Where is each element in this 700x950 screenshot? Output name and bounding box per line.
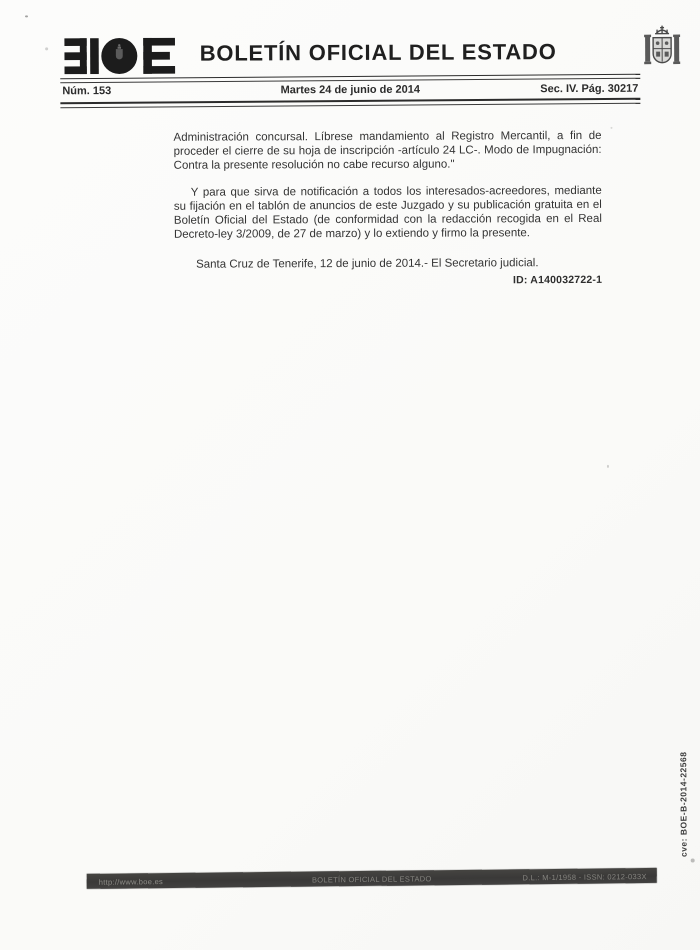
page-title: BOLETÍN OFICIAL DEL ESTADO [199,39,557,66]
paragraph-resolution: Administración concursal. Líbrese mandamiento al Registro Mercantil, a fin de proceder el cierre de su hoja de inscripción -artículo 24 LC-. Modo de Impugnación: Contra la presente resolución no cabe recurso alguno." [173,129,602,172]
paragraph-notification: Y para que sirva de notificación a todos los interesados-acreedores, mediante su fijación en el tablón de anuncios de este Juzgado y su publicación gratuita en el Boletín Oficial del Estado (de conformidad con la redacción recogida en el Real Decreto-ley 3/2009, de 27 de marzo) y lo extiendo y firmo la presente. [173,185,602,241]
footer-title: BOLETÍN OFICIAL DEL ESTADO [311,874,432,885]
scan-speck [610,127,612,129]
scan-speck [25,15,28,17]
cve-code: cve: BOE-B-2014-22568 [678,751,689,857]
issue-date: Martes 24 de junio de 2014 [280,83,421,97]
scan-speck [691,858,695,862]
announcement-body [174,130,603,290]
spain-coat-of-arms-icon [643,24,681,77]
section-page: Sec. IV. Pág. 30217 [540,82,639,96]
footer-bar [87,868,657,889]
footer-url: http://www.boe.es [98,877,164,887]
footer-legal-info: D.L.: M-1/1958 - ISSN: 0212-033X [522,872,647,883]
issue-number: Núm. 153 [62,85,112,98]
header-meta-row [62,83,638,100]
scan-speck [607,465,609,468]
scan-speck [45,47,48,50]
announcement-id: ID: A140032722-1 [512,274,603,287]
signature-line: Santa Cruz de Tenerife, 12 de junio de 2014.- El Secretario judicial. [196,256,539,271]
header-rule-bottom [60,98,640,109]
